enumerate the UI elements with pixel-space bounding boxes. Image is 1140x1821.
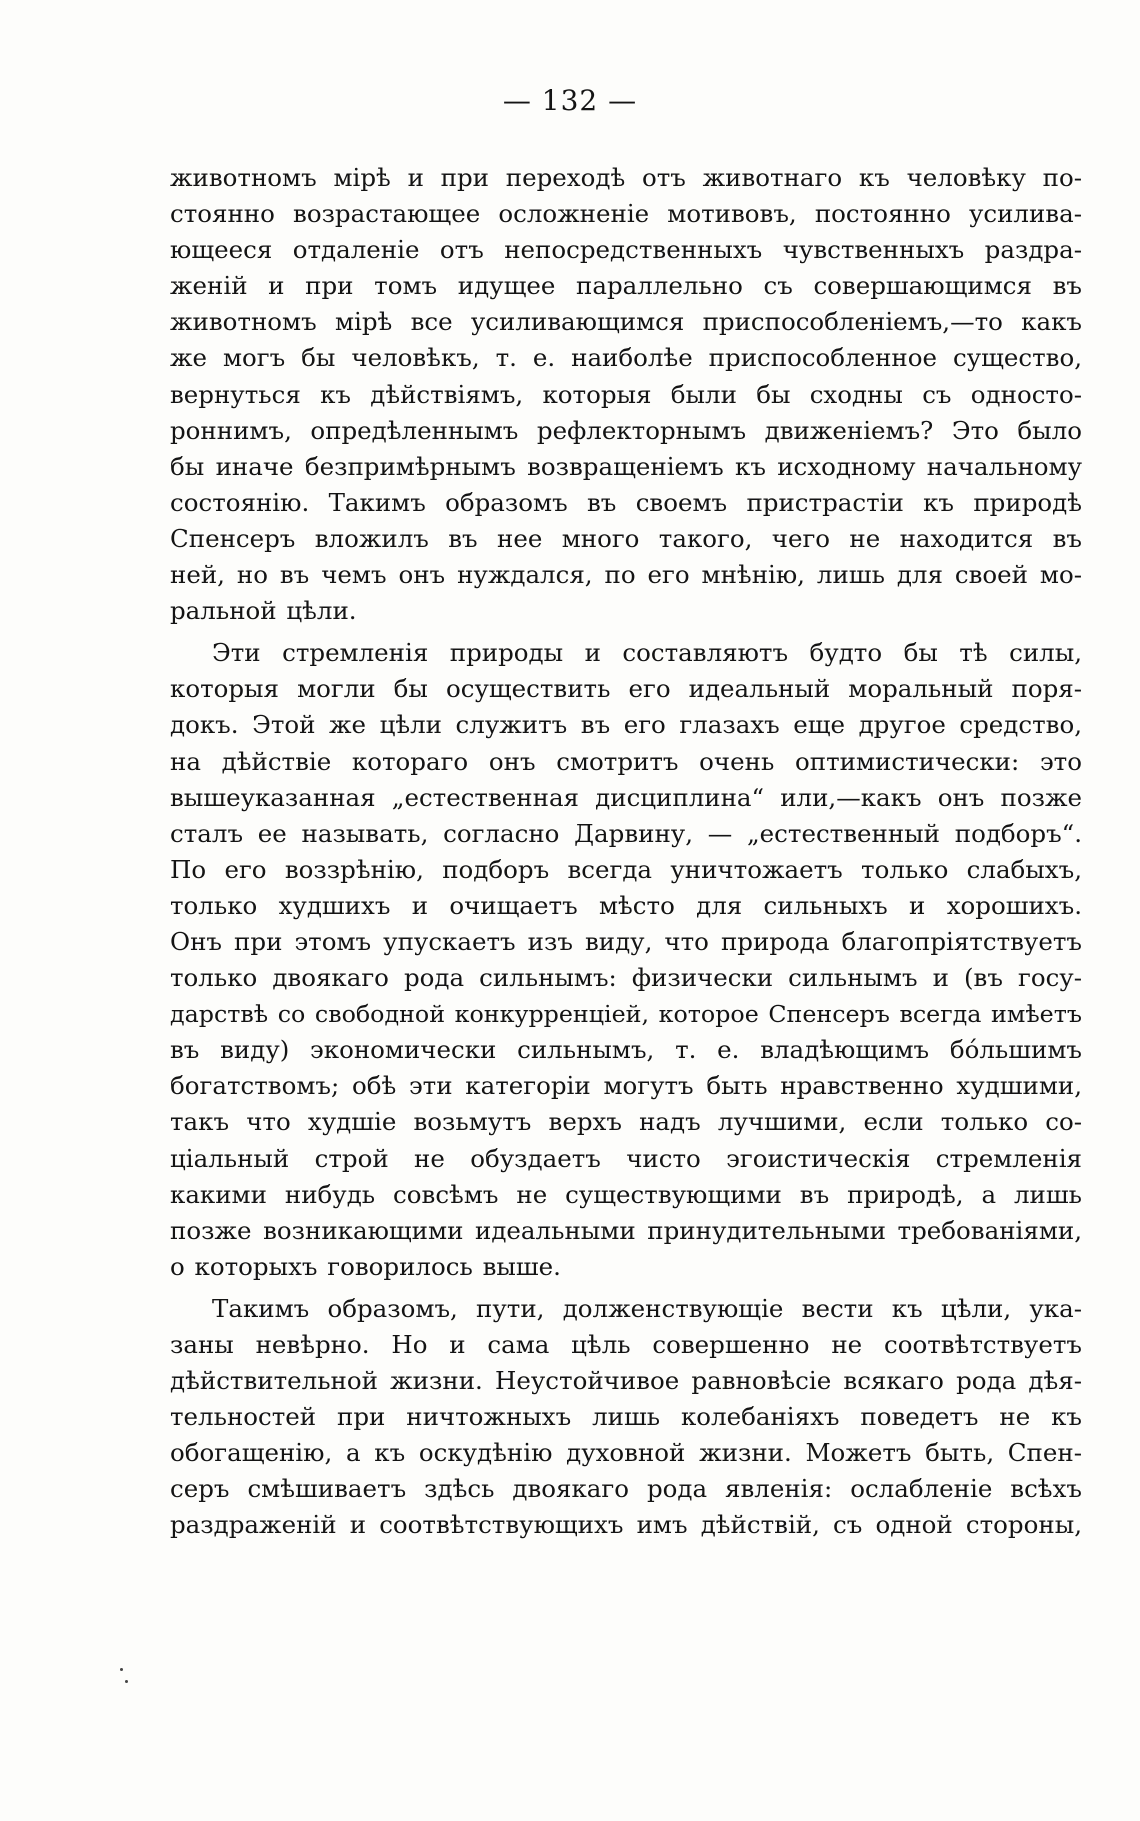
text-line: животномъ мірѣ и при переходѣ отъ животнаго къ человѣку по- xyxy=(170,163,1082,192)
text-line: серъ смѣшиваетъ здѣсь двоякаго рода явленія: ослабленіе всѣхъ xyxy=(170,1474,1082,1504)
text-line: бы иначе безпримѣрнымъ возвращеніемъ къ исходному начальному xyxy=(170,451,1082,481)
text-line: ющееся отдаленіе отъ непосредственныхъ чувственныхъ раздра- xyxy=(170,235,1082,265)
text-line: какими нибудь совсѣмъ не существующими въ природѣ, а лишь xyxy=(170,1179,1082,1209)
paragraph xyxy=(170,160,1082,629)
text-line: ней, но въ чемъ онъ нуждался, по его мнѣнію, лишь для своей мо- xyxy=(170,560,1082,590)
body-text xyxy=(170,160,1082,1544)
text-line: заны невѣрно. Но и сама цѣль совершенно не соотвѣтствуетъ xyxy=(170,1330,1082,1359)
text-line: же могъ бы человѣкъ, т. е. наиболѣе приспособленное существо, xyxy=(170,343,1082,373)
text-line: тельностей при ничтожныхъ лишь колебаніяхъ поведетъ не къ xyxy=(170,1402,1082,1432)
text-line: дѣйствительной жизни. Неустойчивое равновѣсіе всякаго рода дѣя- xyxy=(170,1366,1082,1396)
text-line: Спенсеръ вложилъ въ нее много такого, чего не находится въ xyxy=(170,523,1082,553)
text-line: стоянно возрастающее осложненіе мотивовъ, постоянно усилива- xyxy=(170,199,1082,229)
scan-speck xyxy=(120,1668,123,1671)
page-number: — 132 — xyxy=(502,84,638,117)
text-line: богатствомъ; обѣ эти категоріи могутъ быть нравственно худшими, xyxy=(170,1071,1082,1101)
text-line: Такимъ образомъ, пути, долженствующіе вести къ цѣли, ука- xyxy=(212,1293,1082,1323)
text-line: По его воззрѣнію, подборъ всегда уничтожаетъ только слабыхъ, xyxy=(170,854,1082,884)
text-line: Эти стремленія природы и составляютъ будто бы тѣ силы, xyxy=(212,638,1082,668)
text-line: только худшихъ и очищаетъ мѣсто для сильныхъ и хорошихъ. xyxy=(170,890,1082,920)
text-line: ціальный строй не обуздаетъ чисто эгоистическія стремленія xyxy=(170,1143,1082,1173)
text-line: раздраженій и соотвѣтствующихъ имъ дѣйствій, съ одной стороны, xyxy=(170,1510,1082,1540)
text-line: роннимъ, опредѣленнымъ рефлекторнымъ движеніемъ? Это было xyxy=(170,415,1082,445)
text-line: состоянію. Такимъ образомъ въ своемъ пристрастіи къ природѣ xyxy=(170,487,1082,517)
text-line: на дѣйствіе котораго онъ смотритъ очень оптимистически: это xyxy=(170,746,1082,776)
paragraph xyxy=(170,635,1082,1285)
text-line: женій и при томъ идущее параллельно съ совершающимся въ xyxy=(170,271,1082,301)
text-line: вышеуказанная „естественная дисциплина“ или,—какъ онъ позже xyxy=(170,782,1082,812)
text-line: животномъ мірѣ все усиливающимся приспособленіемъ,—то какъ xyxy=(170,307,1082,337)
text-line: вернуться къ дѣйствіямъ, которыя были бы сходны съ односто- xyxy=(170,379,1082,409)
text-line: только двоякаго рода сильнымъ: физически сильнымъ и (въ госу- xyxy=(170,963,1082,993)
text-line: такъ что худшіе возьмутъ верхъ надъ лучшими, если только со- xyxy=(170,1107,1082,1137)
text-line: дарствѣ со свободной конкурренціей, которое Спенсеръ всегда имѣетъ xyxy=(170,1000,1082,1029)
text-line: о которыхъ говорилось выше. xyxy=(170,1251,561,1281)
text-line: въ виду) экономически сильнымъ, т. е. владѣющимъ бóльшимъ xyxy=(170,1035,1082,1065)
text-line: сталъ ее называть, согласно Дарвину, — „естественный подборъ“. xyxy=(170,818,1082,848)
text-line: которыя могли бы осуществить его идеальный моральный поря- xyxy=(170,674,1082,704)
text-line: позже возникающими идеальными принудительными требованіями, xyxy=(170,1215,1082,1245)
scan-speck xyxy=(125,1680,128,1683)
text-line: обогащенію, а къ оскудѣнію духовной жизни. Можетъ быть, Спен- xyxy=(170,1438,1082,1468)
text-line: Онъ при этомъ упускаетъ изъ виду, что природа благопріятствуетъ xyxy=(170,926,1082,956)
text-line: ральной цѣли. xyxy=(170,596,357,626)
text-line: докъ. Этой же цѣли служитъ въ его глазахъ еще другое средство, xyxy=(170,710,1082,740)
paragraph xyxy=(170,1291,1082,1544)
